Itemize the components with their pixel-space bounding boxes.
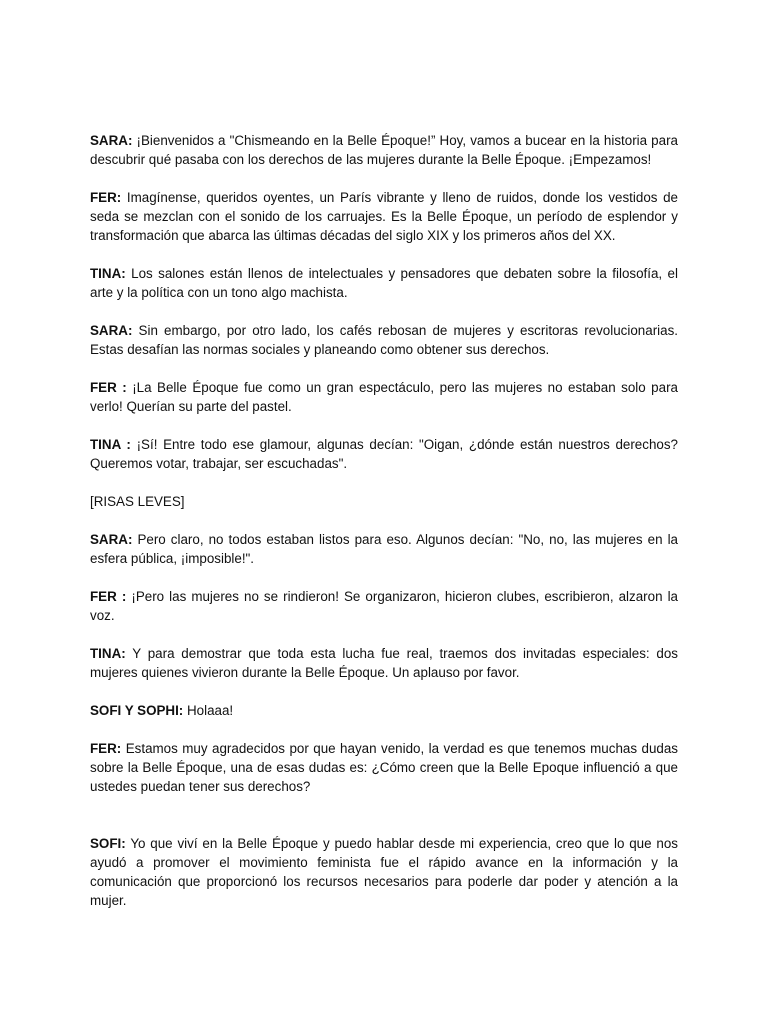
speaker-label: TINA: [90,646,126,661]
speaker-label: FER : [90,380,127,395]
speaker-label: FER: [90,190,122,205]
dialogue-text: Holaaa! [187,703,234,718]
dialogue-line-fer-1 [90,188,678,245]
dialogue-line-sara-2 [90,321,678,359]
speaker-label: TINA : [90,437,131,452]
document-page [90,131,678,929]
dialogue-text: ¡Pero las mujeres no se rindieron! Se organizaron, hicieron clubes, escribieron, alzaron la voz. [90,589,678,623]
dialogue-text: Imagínense, queridos oyentes, un París vibrante y lleno de ruidos, donde los vestidos de seda se mezclan con el sonido de los carruajes. Es la Belle Époque, un período de esplendor y transformación que abarca las últimas décadas del siglo XIX y los primeros años del XX. [90,190,678,243]
speaker-label: TINA: [90,266,126,281]
speaker-label: SOFI: [90,836,126,851]
dialogue-line-tina-2 [90,435,678,473]
dialogue-text: ¡La Belle Époque fue como un gran espectáculo, pero las mujeres no estaban solo para verlo! Querían su parte del pastel. [90,380,678,414]
speaker-label: SARA: [90,532,133,547]
dialogue-text: ¡Sí! Entre todo ese glamour, algunas decían: "Oigan, ¿dónde están nuestros derechos? Queremos votar, trabajar, ser escuchadas". [90,437,678,471]
speaker-label: SARA: [90,133,133,148]
speaker-label: SARA: [90,323,133,338]
dialogue-text: ¡Bienvenidos a "Chismeando en la Belle Époque!” Hoy, vamos a bucear en la historia para descubrir qué pasaba con los derechos de las mujeres durante la Belle Époque. ¡Empezamos! [90,133,678,167]
dialogue-line-sofi-sophi [90,701,678,720]
dialogue-text: Y para demostrar que toda esta lucha fue real, traemos dos invitadas especiales: dos mujeres quienes vivieron durante la Belle Époque. Un aplauso por favor. [90,646,678,680]
dialogue-line-sara-3 [90,530,678,568]
dialogue-line-tina-1 [90,264,678,302]
stage-direction-text: [RISAS LEVES] [90,494,185,509]
dialogue-line-fer-3 [90,587,678,625]
speaker-label: SOFI Y SOPHI: [90,703,184,718]
speaker-label: FER : [90,589,127,604]
dialogue-line-tina-3 [90,644,678,682]
speaker-label: FER: [90,741,122,756]
dialogue-text: Pero claro, no todos estaban listos para eso. Algunos decían: "No, no, las mujeres en la esfera pública, ¡imposible!". [90,532,678,566]
dialogue-text: Los salones están llenos de intelectuales y pensadores que debaten sobre la filosofía, el arte y la política con un tono algo machista. [90,266,678,300]
stage-direction [90,492,678,511]
dialogue-line-sofi-1 [90,834,678,910]
dialogue-line-fer-4 [90,739,678,796]
dialogue-text: Yo que viví en la Belle Époque y puedo hablar desde mi experiencia, creo que lo que nos ayudó a promover el movimiento feminista fue el rápido avance en la información y la comunicación que proporcionó los recursos necesarios para poderle dar poder y atención a la mujer. [90,836,678,908]
dialogue-line-fer-2 [90,378,678,416]
dialogue-text: Sin embargo, por otro lado, los cafés rebosan de mujeres y escritoras revolucionarias. Estas desafían las normas sociales y planeando como obtener sus derechos. [90,323,678,357]
dialogue-text: Estamos muy agradecidos por que hayan venido, la verdad es que tenemos muchas dudas sobre la Belle Époque, una de esas dudas es: ¿Cómo creen que la Belle Epoque influenció a que ustedes puedan tener sus derechos? [90,741,678,794]
dialogue-line-sara-1 [90,131,678,169]
